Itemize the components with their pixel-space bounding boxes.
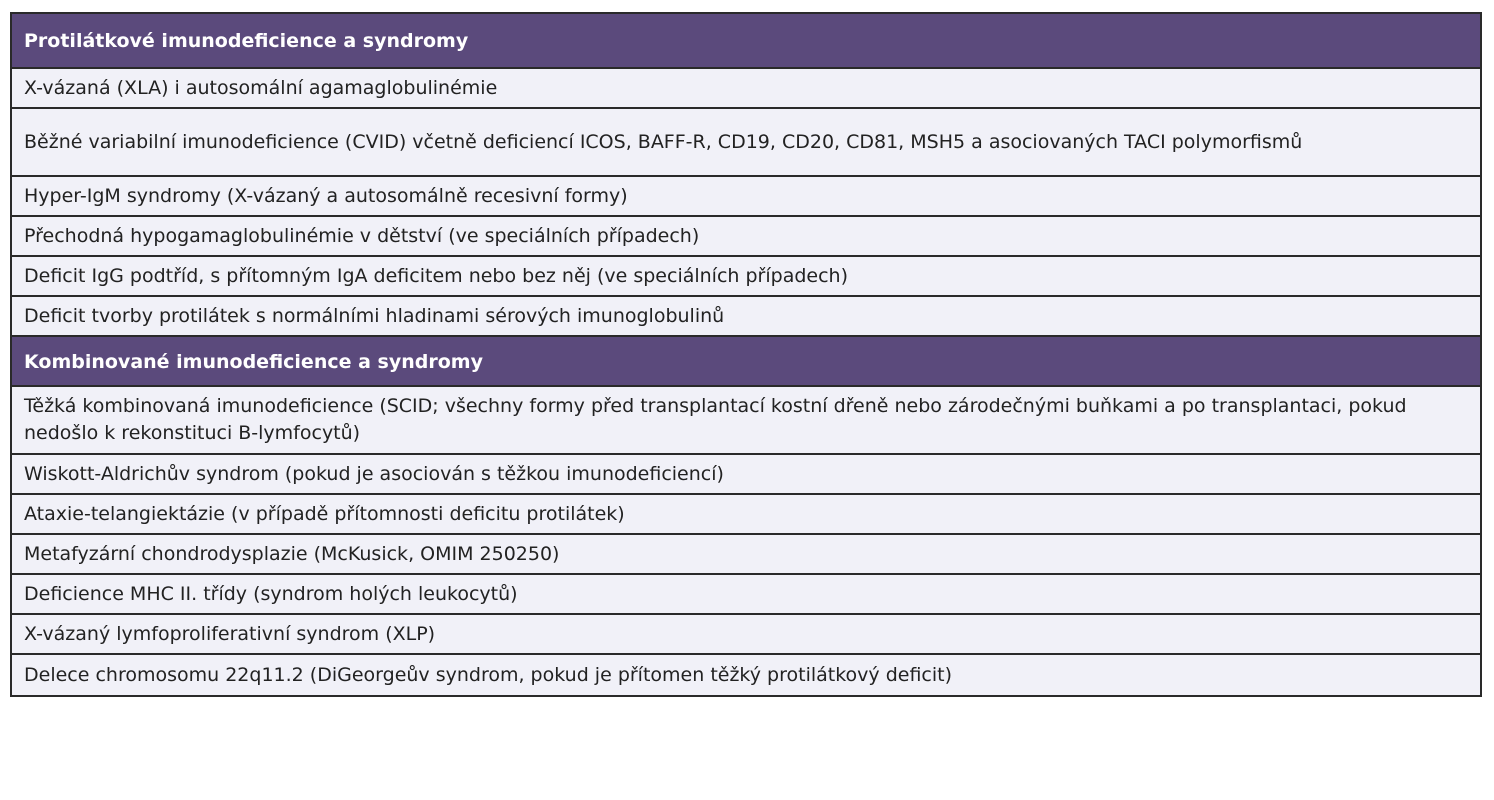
table-row	[12, 109, 1480, 177]
row-text: Wiskott-Aldrichův syndrom (pokud je asociován s těžkou imunodeficiencí)	[24, 463, 724, 485]
row-text: Metafyzární chondrodysplazie (McKusick, OMIM 250250)	[24, 543, 560, 565]
row-text: Hyper-IgM syndromy (X-vázaný a autosomálně recesivní formy)	[24, 185, 628, 207]
table-row	[12, 495, 1480, 535]
row-text: Přechodná hypogamaglobulinémie v dětství (ve speciálních případech)	[24, 225, 700, 247]
table-row	[12, 217, 1480, 257]
table-row	[12, 655, 1480, 695]
table-row	[12, 575, 1480, 615]
immunodeficiency-table	[10, 12, 1482, 697]
row-text: Deficience MHC II. třídy (syndrom holých leukocytů)	[24, 583, 518, 605]
section-heading-combined: Kombinované imunodeficience a syndromy	[12, 337, 1480, 387]
table-row	[12, 387, 1480, 455]
row-text: Těžká kombinovaná imunodeficience (SCID; všechny formy před transplantací kostní dřeně nebo zárodečnými buňkami a po transplantaci, pokud nedošlo k rekonstituci B-lymfocytů)	[24, 395, 1407, 444]
table-row	[12, 69, 1480, 109]
row-text: Deficit tvorby protilátek s normálními hladinami sérových imunoglobulinů	[24, 305, 725, 327]
row-text: Běžné variabilní imunodeficience (CVID) včetně deficiencí ICOS, BAFF-R, CD19, CD20, CD81, MSH5 a asociovaných TACI polymorfismů	[24, 130, 1303, 153]
row-text: X-vázaná (XLA) i autosomální agamaglobulinémie	[24, 77, 498, 99]
table-row	[12, 177, 1480, 217]
table-row	[12, 257, 1480, 297]
table-row	[12, 455, 1480, 495]
row-text: Ataxie-telangiektázie (v případě přítomnosti deficitu protilátek)	[24, 503, 625, 525]
table-row	[12, 535, 1480, 575]
table-row	[12, 297, 1480, 337]
row-text: Delece chromosomu 22q11.2 (DiGeorgeův syndrom, pokud je přítomen těžký protilátkový deficit)	[24, 664, 953, 686]
row-text: X-vázaný lymfoproliferativní syndrom (XLP)	[24, 623, 436, 645]
row-text: Deficit IgG podtříd, s přítomným IgA deficitem nebo bez něj (ve speciálních případech)	[24, 265, 848, 287]
table-row	[12, 615, 1480, 655]
section-heading-antibody: Protilátkové imunodeficience a syndromy	[12, 14, 1480, 69]
